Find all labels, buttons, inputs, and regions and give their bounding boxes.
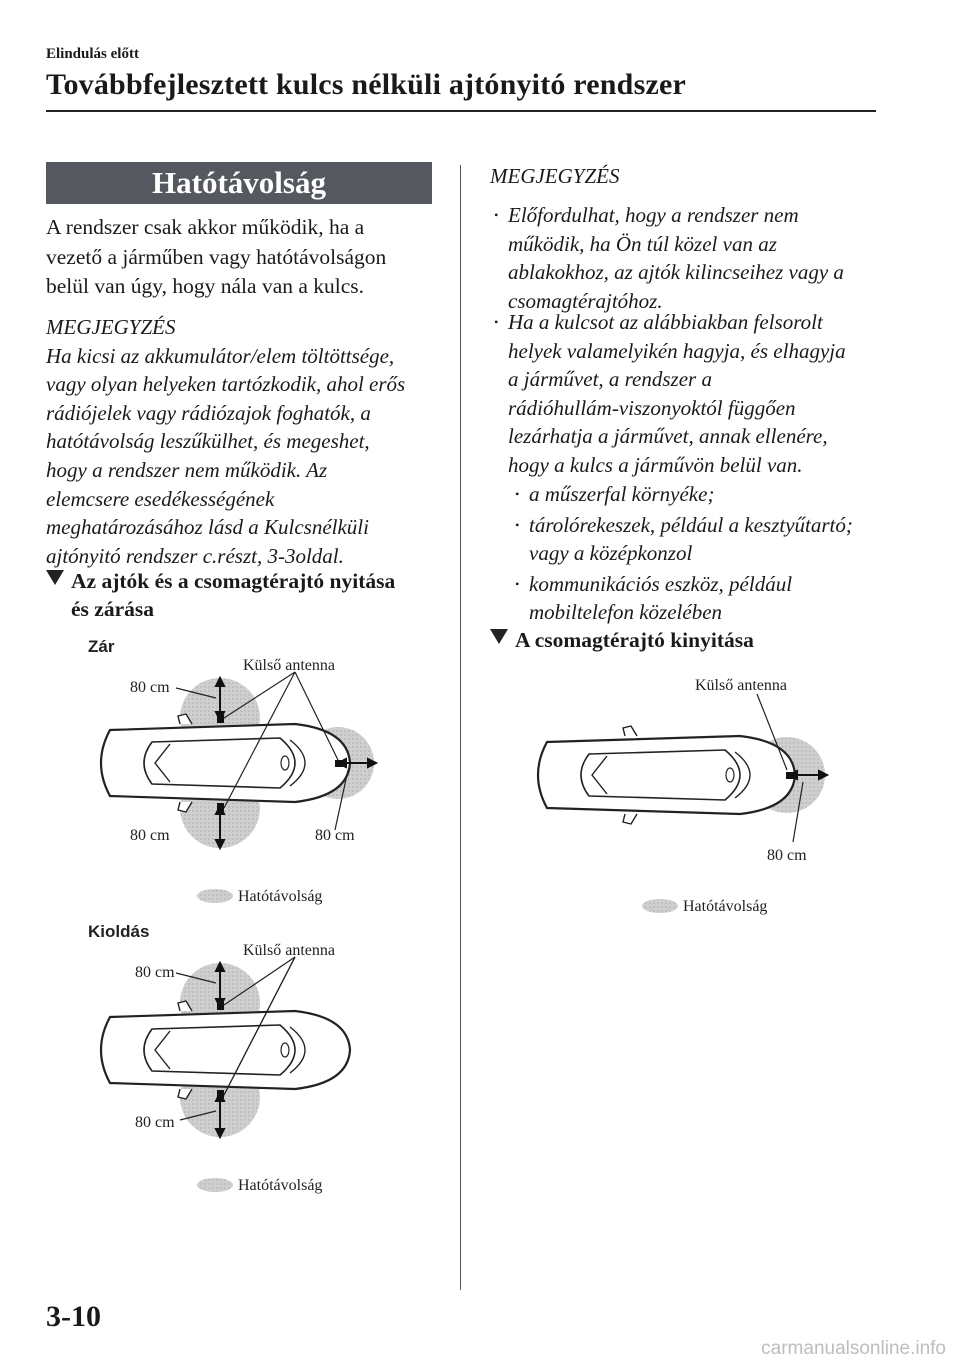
triangle-marker-icon <box>46 570 64 585</box>
antenna-label: Külső antenna <box>695 677 787 694</box>
note-line: vagy olyan helyeken tartózkodik, ahol erős <box>46 372 406 397</box>
legend-label: Hatótávolság <box>238 1177 323 1194</box>
trunk-range-diagram <box>525 670 845 920</box>
note-line: meghatározásához lásd a Kulcsnélküli <box>46 515 369 540</box>
subheading-doors: Az ajtók és a csomagtérajtó nyitása és zárása <box>46 567 395 623</box>
distance-label-rear: 80 cm <box>767 847 807 864</box>
sub-bullet: • tárolórekeszek, például a kesztyűtartó; <box>529 511 853 540</box>
note-line: rádiójelek vagy rádiózajok foghatók, a <box>46 400 371 425</box>
antenna-label: Külső antenna <box>243 942 335 959</box>
legend-swatch <box>197 889 233 903</box>
note-bullet-2: • Ha a kulcsot az alábbiakban felsorolt helyek valamelyikén hagyja, és elhagyja a járművet, a rendszer a rádióhullám-viszonyoktól függően lezárhatja a járművet, annak ellenére, hogy a kulcs a járművön belül van. <box>508 308 846 480</box>
diagram-caption: Zár <box>88 637 115 656</box>
intro-line: belül van úgy, hogy nála van a kulcs. <box>46 274 365 298</box>
unlock-range-diagram <box>80 915 380 1200</box>
legend-swatch <box>642 899 678 913</box>
note-line: hogy a rendszer nem működik. Az <box>46 457 328 482</box>
watermark: carmanualsonline.info <box>761 1338 946 1359</box>
note-line: ajtónyitó rendszer c.részt, 3-3oldal. <box>46 543 344 568</box>
note-title: MEGJEGYZÉS <box>46 315 176 339</box>
intro-paragraph <box>46 213 386 302</box>
car-outline <box>101 1001 350 1099</box>
legend-label: Hatótávolság <box>683 898 768 915</box>
car-outline <box>538 726 795 824</box>
note-bullet-1: • Előfordulhat, hogy a rendszer nem működik, ha Ön túl közel van az ablakokhoz, az ajtók kilincseihez vagy a csomagtérajtóhoz. <box>508 201 844 315</box>
column-divider <box>460 165 461 1290</box>
note-line: Ha kicsi az akkumulátor/elem töltöttsége, <box>46 343 395 368</box>
sub-bullet: • a műszerfal környéke; <box>529 480 853 509</box>
note-line: hatótávolság leszűkülhet, és megeshet, <box>46 429 370 454</box>
legend-swatch <box>197 1178 233 1192</box>
section-banner: Hatótávolság <box>46 162 432 204</box>
sub-bullet: • kommunikációs eszköz, például <box>529 570 853 599</box>
lock-range-diagram <box>80 630 380 905</box>
note-title-right: MEGJEGYZÉS <box>490 164 620 188</box>
diagram-caption: Kioldás <box>88 922 150 941</box>
distance-label-rear: 80 cm <box>315 827 355 844</box>
car-outline <box>101 714 350 812</box>
chapter-label: Elindulás előtt <box>46 46 139 62</box>
distance-label-top: 80 cm <box>135 964 175 981</box>
page-number: 3-10 <box>46 1300 101 1333</box>
title-rule <box>46 110 876 112</box>
subheading-trunk: A csomagtérajtó kinyitása <box>490 626 754 654</box>
legend-label: Hatótávolság <box>238 888 323 905</box>
intro-line: A rendszer csak akkor működik, ha a <box>46 215 365 239</box>
distance-label-front: 80 cm <box>130 679 170 696</box>
intro-line: vezető a járműben vagy hatótávolságon <box>46 244 387 269</box>
note-line: elemcsere esedékességének <box>46 486 275 511</box>
page-title: Továbbfejlesztett kulcs nélküli ajtónyitó rendszer <box>46 68 686 101</box>
triangle-marker-icon <box>490 629 508 644</box>
distance-label-bottom: 80 cm <box>130 827 170 844</box>
note-block-left <box>46 313 405 570</box>
sub-bullet-list: • a műszerfal környéke; • tárolórekeszek, például a kesztyűtartó; vagy a középkonzol • kommunikációs eszköz, például mobiltelefon közelében <box>529 480 853 627</box>
distance-label-bottom: 80 cm <box>135 1114 175 1131</box>
antenna-label: Külső antenna <box>243 657 335 674</box>
